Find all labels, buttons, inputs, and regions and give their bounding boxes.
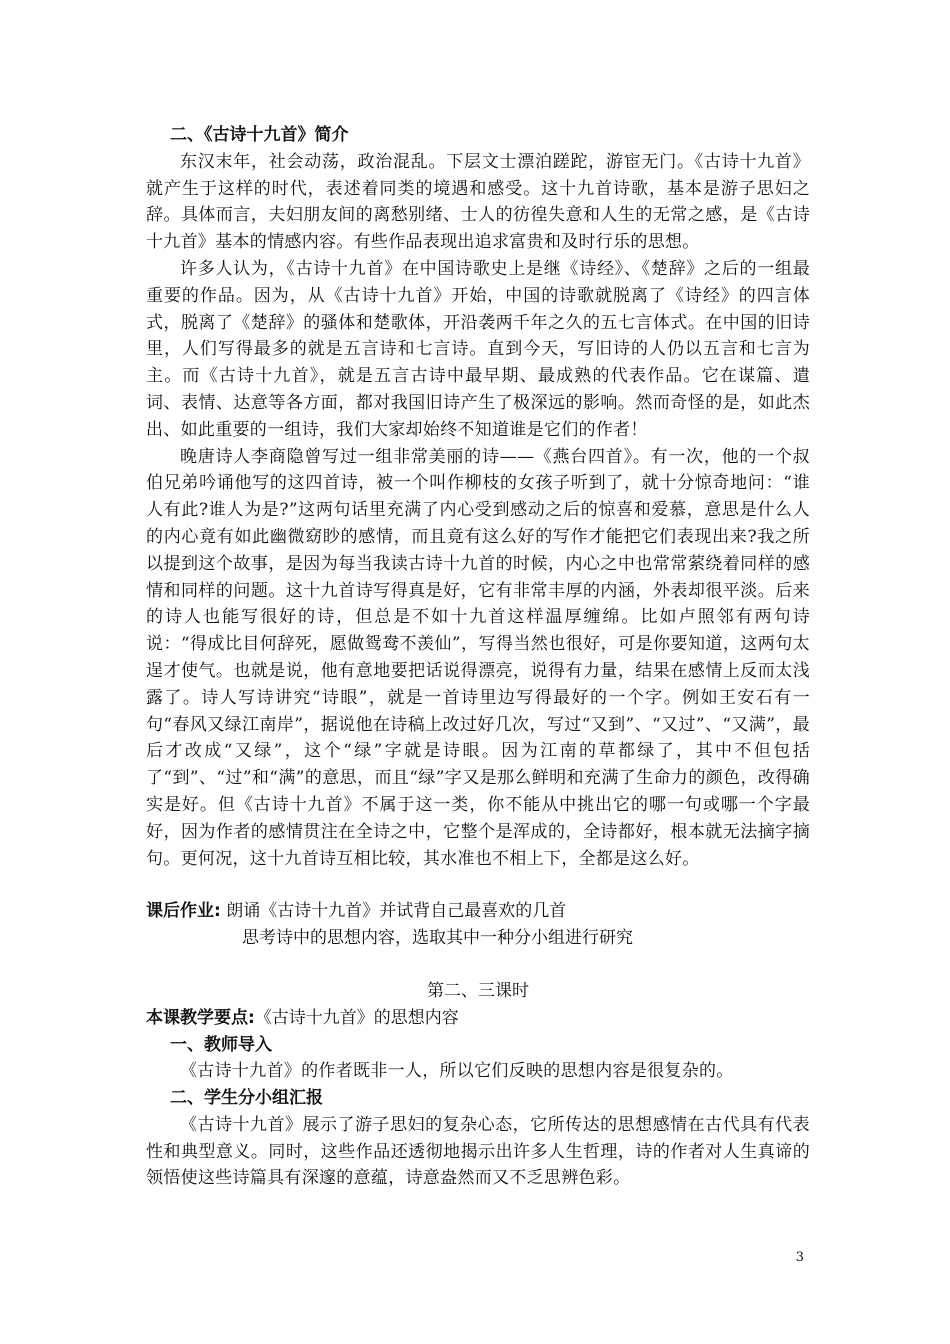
lesson-title: 第二、三课时 <box>427 980 529 1001</box>
section-heading: 二、《古诗十九首》简介 <box>170 125 349 145</box>
key-points-label: 本课教学要点: <box>146 1007 255 1028</box>
homework-label: 课后作业: <box>146 901 221 922</box>
homework-line-1 <box>146 898 810 925</box>
page-number: 3 <box>795 1250 804 1265</box>
lesson-key-points <box>146 1005 810 1032</box>
part1-text: 《古诗十九首》的作者既非一人，所以它们反映的思想内容是很复杂的。 <box>180 1061 734 1082</box>
page-content <box>146 122 810 1192</box>
homework-task-2: 思考诗中的思想内容，选取其中一种分小组进行研究 <box>242 928 633 949</box>
key-points-text: 《古诗十九首》的思想内容 <box>254 1007 459 1028</box>
part2-heading: 二、学生分小组汇报 <box>170 1088 323 1109</box>
spacer <box>146 952 810 978</box>
paragraph-significance: 许多人认为，《古诗十九首》在中国诗歌史上是继《诗经》、《楚辞》之后的一组最重要的作品。因为，从《古诗十九首》开始，中国的诗歌就脱离了《诗经》的四言体式，脱离了《楚辞》的骚体和楚歌体，开沿袭两千年之久的五七言体式。在中国的旧诗里，人们写得最多的就是五言诗和七言诗。直到今天，写旧诗的人仍以五言和七言为主。而《古诗十九首》，就是五言古诗中最早期、最成熟的代表作品。它在谋篇、遣词、表情、达意等各方面，都对我国旧诗产生了极深远的影响。然而奇怪的是，如此杰出、如此重要的一组诗，我们大家却始终不知道谁是它们的作者！ <box>146 258 810 440</box>
paragraph-anecdote: 晚唐诗人李商隐曾写过一组非常美丽的诗——《燕台四首》。有一次，他的一个叔伯兄弟吟诵他写的这四首诗，被一个叫作柳枝的女孩子听到了，就十分惊奇地问：“谁人有此?谁人为是?”这两句话里充满了内心受到感动之后的惊喜和爱慕，意思是什么人的内心竟有如此幽微窈眇的感情，而且竟有这么好的写作才能把它们表现出来?我之所以提到这个故事，是因为每当我读古诗十九首的时候，内心之中也常常萦绕着同样的感情和同样的问题。这十九首诗写得真是好，它有非常丰厚的内涵，外表却很平淡。后来的诗人也能写很好的诗，但总是不如十九首这样温厚缠绵。比如卢照邻有两句诗说：“得成比目何辞死，愿做鸳鸯不羡仙”，写得当然也很好，可是你要知道，这两句太逞才使气。也就是说，他有意地要把话说得漂亮，说得有力量，结果在感情上反而太浅露了。诗人写诗讲究“诗眼”，就是一首诗里边写得最好的一个字。例如王安石有一句“春风又绿江南岸”，据说他在诗稿上改过好几次，写过“又到”、“又过”、“又满”，最后才改成“又绿”，这个“绿”字就是诗眼。因为江南的草都绿了，其中不但包括了“到”、“过”和“满”的意思，而且“绿”字又是那么鲜明和充满了生命力的颜色，改得确实是好。但《古诗十九首》不属于这一类，你不能从中挑出它的哪一句或哪一个字最好，因为作者的感情贯注在全诗之中，它整个是浑成的，全诗都好，根本就无法摘字摘句。更何况，这十九首诗互相比较，其水准也不相上下，全都是这么好。 <box>146 446 810 869</box>
spacer <box>146 872 810 898</box>
part1-heading: 一、教师导入 <box>170 1034 272 1055</box>
part2-text: 《古诗十九首》展示了游子思妇的复杂心态，它所传达的思想感情在古代具有代表性和典型意义。同时，这些作品还透彻地揭示出许多人生哲理，诗的作者对人生真谛的领悟使这些诗篇具有深邃的意蕴，诗意盎然而又不乏思辨色彩。 <box>146 1114 810 1189</box>
paragraph-background: 东汉末年，社会动荡，政治混乱。下层文士漂泊蹉跎，游宦无门。《古诗十九首》就产生于这样的时代，表述着同类的境遇和感受。这十九首诗歌，基本是游子思妇之辞。具体而言，夫妇朋友间的离愁别绪、士人的彷徨失意和人生的无常之感，是《古诗十九首》基本的情感内容。有些作品表现出追求富贵和及时行乐的思想。 <box>146 151 810 253</box>
homework-task-1: 朗诵《古诗十九首》并试背自己最喜欢的几首 <box>226 901 567 922</box>
